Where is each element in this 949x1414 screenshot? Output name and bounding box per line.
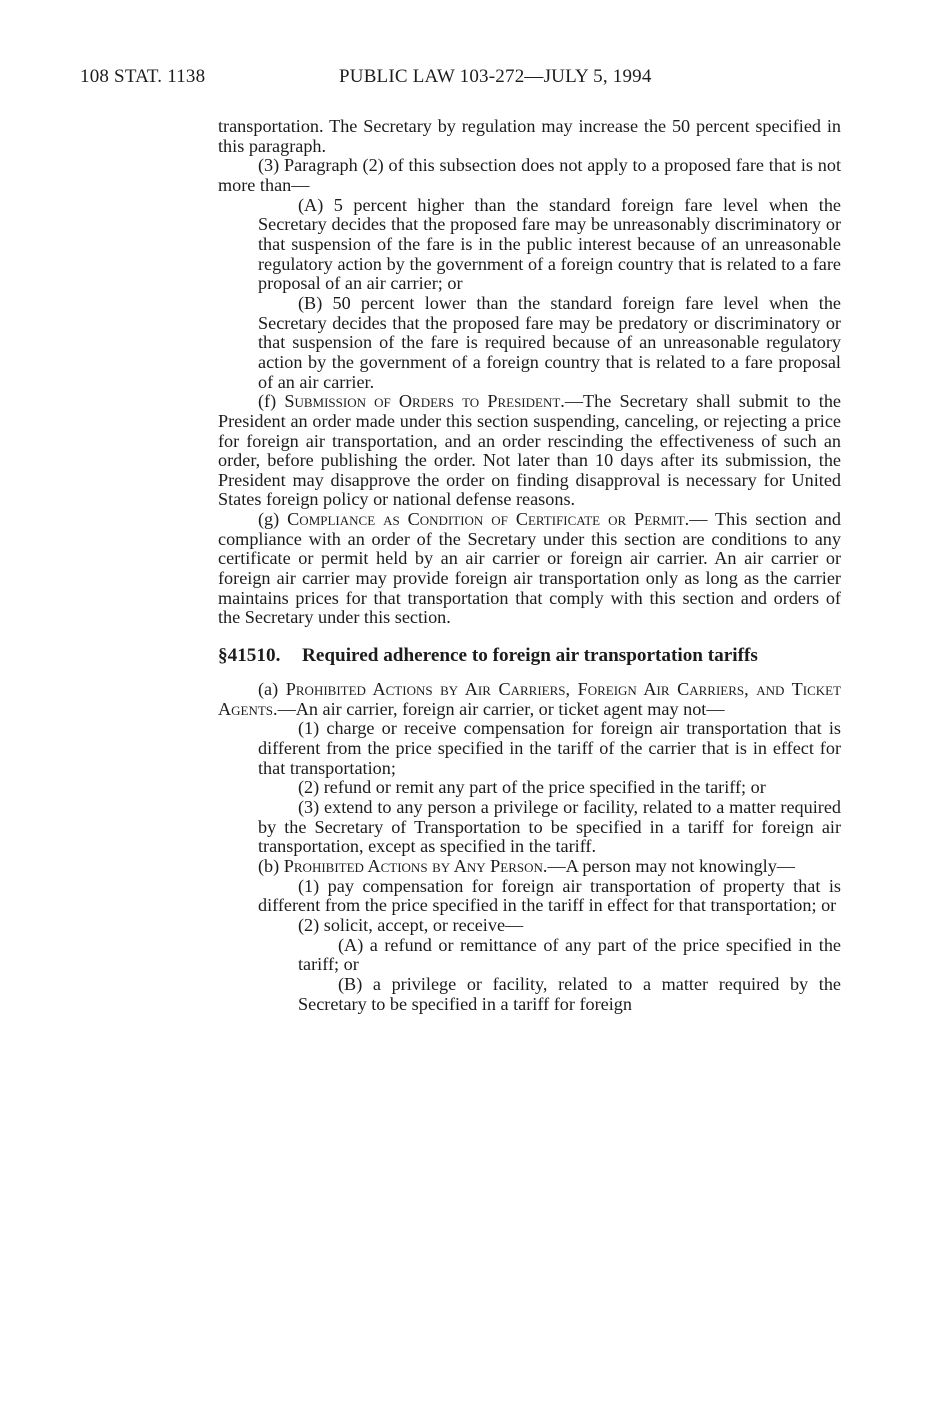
- subsection-b-heading: Prohibited Actions by Any Person.: [283, 855, 548, 876]
- subsection-g-label: (g): [258, 509, 280, 530]
- subsection-a-item-1: (1) charge or receive compensation for foreign air transportation that is different from the price specified in the tariff of the carrier that is in effect for that transportation;: [258, 718, 841, 778]
- subsection-b-item-2-B: (B) a privilege or facility, related to a matter required by the Secretary to be specified in a tariff for foreign: [298, 973, 841, 1014]
- subsection-f-text: —The Secretary shall submit to the President an order made under this section suspending, canceling, or rejecting a price for foreign air transportation, and an order rescinding the effectiveness of such an order, before publishing the order. Not later than 10 days after its submission, the President may disapprove the order on finding disapproval is necessary for United States foreign policy or national defense reasons.: [218, 391, 841, 510]
- subsection-f: [218, 392, 841, 510]
- section-heading: [218, 646, 841, 666]
- subsection-a-item-3: (3) extend to any person a privilege or facility, related to a matter required by the Secretary of Transportation to be specified in a tariff for foreign air transportation, except as specified in the tariff.: [258, 797, 841, 857]
- subsection-b-item-1: (1) pay compensation for foreign air transportation of property that is different from the price specified in the tariff in effect for that transportation; or: [258, 875, 841, 916]
- subsection-b-label: (b): [258, 855, 280, 876]
- subsection-b: [218, 857, 841, 877]
- subsection-a-text: —An air carrier, foreign air carrier, or ticket agent may not—: [277, 698, 725, 719]
- subparagraph-B: (B) 50 percent lower than the standard foreign fare level when the Secretary decides that the proposed fare may be predatory or discriminatory or that suspension of the fare is required because of an unreasonable regulatory action by the government of a foreign country that is related to a fare proposal of an air carrier.: [258, 292, 841, 392]
- subsection-a: [218, 680, 841, 719]
- subsection-b-text: —A person may not knowingly—: [547, 855, 795, 876]
- subsection-a-heading: Prohibited Actions by Air Carriers, Foreign Air Carriers, and Ticket Agents.: [218, 679, 842, 719]
- subsection-a-label: (a): [258, 679, 279, 700]
- subparagraph-A: (A) 5 percent higher than the standard foreign fare level when the Secretary decides that the proposed fare may be unreasonably discriminatory or that suspension of the fare is in the public interest because of an unreasonable regulatory action by the government of a foreign country that is related to a fare proposal of an air carrier; or: [258, 194, 841, 294]
- subsection-f-label: (f): [258, 391, 277, 412]
- subsection-a-item-2: (2) refund or remit any part of the price specified in the tariff; or: [298, 777, 766, 798]
- subsection-g: [218, 510, 841, 628]
- paragraph-continuation: transportation. The Secretary by regulation may increase the 50 percent specified in this paragraph.: [218, 116, 841, 156]
- paragraph-3: (3) Paragraph (2) of this subsection does not apply to a proposed fare that is not more than—: [218, 155, 841, 195]
- public-law-title: PUBLIC LAW 103-272—JULY 5, 1994: [339, 66, 652, 87]
- subsection-g-heading: Compliance as Condition of Certificate or Permit.: [287, 509, 690, 530]
- statute-page-number: 108 STAT. 1138: [80, 66, 206, 87]
- subsection-b-item-2-A: (A) a refund or remittance of any part of the price specified in the tariff; or: [298, 934, 841, 975]
- section-number: §41510.: [218, 645, 281, 667]
- subsection-f-heading: Submission of Orders to President.: [284, 391, 565, 412]
- subsection-b-item-2: (2) solicit, accept, or receive—: [298, 914, 524, 935]
- body-text: [218, 117, 841, 1014]
- running-header: [80, 66, 860, 96]
- section-title: Required adherence to foreign air transportation tariffs: [302, 645, 758, 667]
- subsection-g-text: — This section and compliance with an order of the Secretary under this section are conditions to any certificate or permit held by an air carrier or foreign air carrier. An air carrier or foreign air carrier may provide foreign air transportation only as long as the carrier maintains prices for that transportation that comply with this section and orders of the Secretary under this section.: [218, 509, 841, 628]
